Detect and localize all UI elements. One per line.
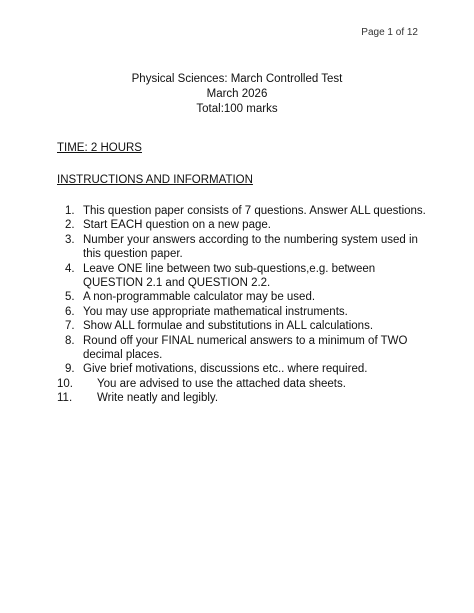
instruction-text: decimal places. — [83, 349, 163, 362]
instruction-item — [57, 334, 426, 363]
instruction-text: this question paper. — [83, 248, 183, 261]
instruction-number: 1. — [65, 205, 75, 217]
instruction-item — [57, 262, 426, 291]
instruction-item — [57, 290, 426, 304]
instruction-text: Round off your FINAL numerical answers to a minimum of TWO — [83, 334, 408, 347]
time-heading: TIME: 2 HOURS — [57, 142, 142, 154]
instruction-text: Leave ONE line between two sub-questions,e.g. between — [83, 262, 376, 275]
instruction-text: Start EACH question on a new page. — [83, 219, 271, 232]
instruction-text: This question paper consists of 7 questions. Answer ALL questions. — [83, 205, 426, 217]
instruction-number: 5. — [65, 291, 75, 304]
instruction-number: 3. — [65, 233, 75, 246]
test-header — [0, 72, 474, 117]
test-total-marks: Total:100 marks — [196, 103, 278, 115]
instruction-number: 9. — [65, 363, 75, 376]
instruction-text: You are advised to use the attached data sheets. — [97, 377, 346, 390]
instruction-number: 2. — [65, 219, 75, 232]
instruction-item — [57, 218, 426, 232]
instruction-number: 4. — [65, 262, 75, 275]
instruction-text: You may use appropriate mathematical instruments. — [83, 305, 348, 318]
instruction-item — [57, 362, 426, 376]
instruction-item — [57, 233, 426, 262]
instruction-text: Show ALL formulae and substitutions in ALL calculations. — [83, 320, 374, 333]
instruction-item — [57, 319, 426, 333]
instructions-list — [57, 204, 426, 406]
instruction-number: 10. — [57, 377, 73, 390]
instruction-number: 11. — [57, 392, 73, 405]
instruction-item — [57, 391, 426, 405]
instruction-number: 8. — [65, 334, 75, 347]
instruction-text: Write neatly and legibly. — [97, 392, 219, 405]
instruction-number: 7. — [65, 320, 75, 333]
instruction-item — [57, 204, 426, 218]
test-date: March 2026 — [206, 88, 268, 100]
instructions-heading: INSTRUCTIONS AND INFORMATION — [57, 174, 253, 186]
instruction-item — [57, 377, 426, 391]
test-title: Physical Sciences: March Controlled Test — [131, 73, 343, 85]
instruction-text: QUESTION 2.1 and QUESTION 2.2. — [83, 277, 271, 290]
instruction-number: 6. — [65, 305, 75, 318]
page-number: Page 1 of 12 — [361, 27, 418, 38]
instruction-text: A non-programmable calculator may be used. — [83, 291, 316, 304]
instruction-item — [57, 305, 426, 319]
instruction-text: Number your answers according to the numbering system used in — [83, 233, 418, 246]
instruction-text: Give brief motivations, discussions etc.. where required. — [83, 363, 368, 376]
